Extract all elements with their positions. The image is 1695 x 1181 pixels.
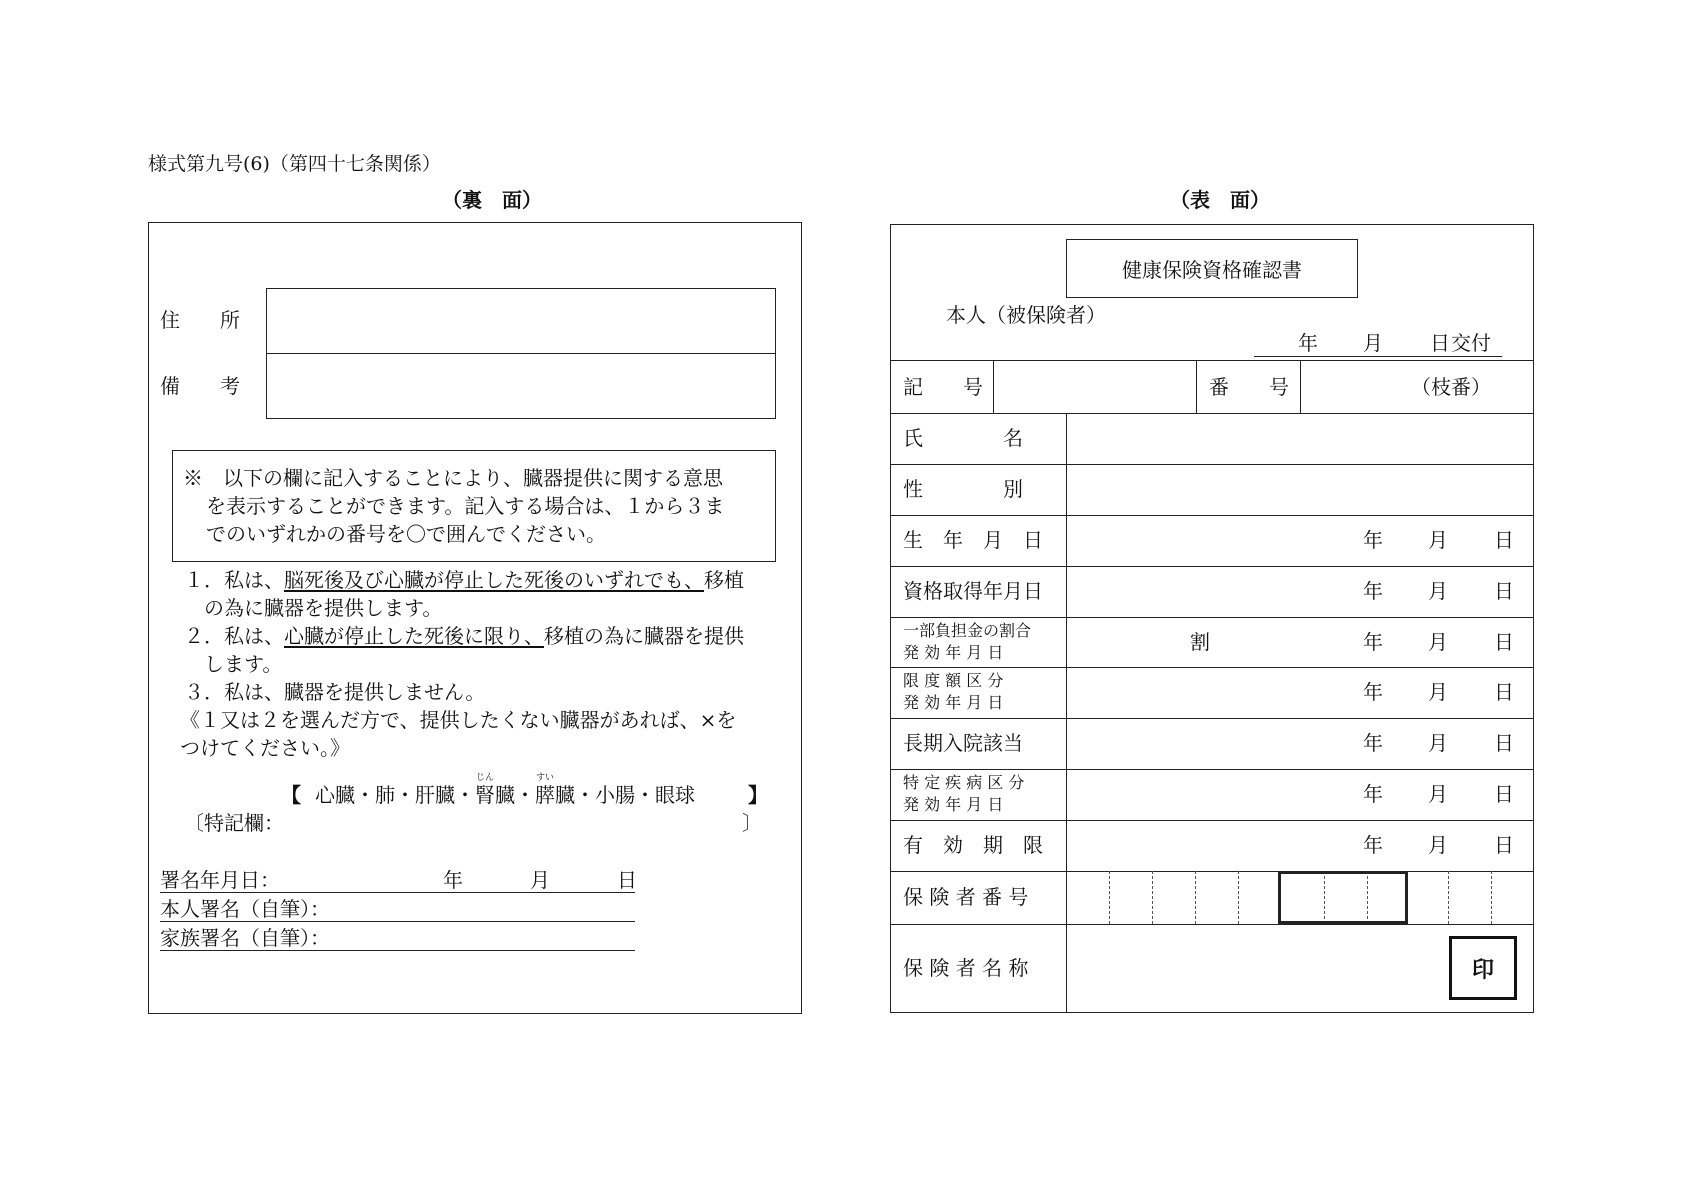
row-divider [890, 617, 1534, 618]
row-divider [890, 667, 1534, 668]
year-mark: 年 [1363, 528, 1383, 552]
person-label: 本人（被保険者） [946, 303, 1106, 327]
special-note-field[interactable] [290, 808, 738, 836]
year-mark: 年 [1363, 630, 1383, 654]
option-3[interactable]: ３．私は、臓器を提供しません。 [184, 680, 486, 704]
copay-ratio-unit: 割 [1190, 630, 1210, 654]
issue-day: 日 [1430, 331, 1450, 355]
month-mark: 月 [1428, 680, 1448, 704]
address-field[interactable] [268, 290, 774, 352]
signature-date-month: 月 [530, 868, 550, 892]
sex-field[interactable] [1069, 466, 1531, 514]
month-mark: 月 [1428, 833, 1448, 857]
day-mark: 日 [1494, 782, 1514, 806]
sex-label: 性 別 [903, 477, 1023, 501]
day-mark: 日 [1494, 579, 1514, 603]
insurer-name-label: 保 険 者 名 称 [903, 956, 1029, 980]
row-divider [890, 718, 1534, 719]
option-2-line-2: します。 [204, 652, 283, 676]
row-divider [890, 464, 1534, 465]
self-signature-label: 本人署名（自筆）： [160, 897, 330, 921]
row-divider [890, 360, 1534, 361]
pancreas-ruby: すい [535, 773, 554, 783]
issue-month: 月 [1363, 331, 1383, 355]
note-line-1: 《１又は２を選んだ方で、提供したくない臓器があれば、×を [180, 708, 737, 732]
year-mark: 年 [1363, 680, 1383, 704]
col-divider [993, 360, 994, 413]
year-mark: 年 [1363, 782, 1383, 806]
signature-date-line [160, 892, 635, 893]
birth-date-label: 生 年 月 日 [903, 528, 1043, 552]
kidney-char [475, 773, 495, 807]
insurer-number-field[interactable] [1069, 873, 1531, 923]
insurer-number-label: 保 険 者 番 号 [903, 885, 1029, 909]
row-divider [890, 820, 1534, 821]
kidney-kanji: 腎 [475, 783, 495, 807]
specific-disease-effective-label: 発 効 年 月 日 [903, 795, 1004, 814]
branch-label: （枝番） [1411, 375, 1491, 399]
copay-effective-label: 発 効 年 月 日 [903, 643, 1004, 662]
kidney-ruby: じん [475, 773, 494, 783]
month-mark: 月 [1428, 731, 1448, 755]
special-note-label: 〔特記欄： [184, 811, 284, 835]
option-1-suffix: 移植 [704, 568, 744, 592]
specific-disease-label: 特 定 疾 病 区 分 [903, 773, 1025, 792]
notice-line-3: でのいずれかの番号を〇で囲んでください。 [206, 522, 606, 546]
organs-bracket-open: 【 [281, 783, 301, 807]
remarks-label: 備 考 [160, 374, 240, 398]
limit-category-label: 限 度 額 区 分 [903, 671, 1004, 690]
option-2[interactable] [184, 626, 744, 646]
issue-year: 年 [1298, 331, 1318, 355]
signature-date-year: 年 [443, 868, 463, 892]
year-mark: 年 [1363, 731, 1383, 755]
family-signature-line[interactable] [160, 950, 635, 951]
option-1-underlined: 脳死後及び心臓が停止した死後のいずれでも、 [284, 568, 704, 592]
row-divider [890, 769, 1534, 770]
day-mark: 日 [1494, 731, 1514, 755]
year-mark: 年 [1363, 833, 1383, 857]
notice-line-2: を表示することができます。記入する場合は、１から３ま [206, 494, 725, 518]
month-mark: 月 [1428, 630, 1448, 654]
row-divider [890, 566, 1534, 567]
special-note-close: 〕 [742, 811, 762, 835]
signature-date-label: 署名年月日： [160, 868, 280, 892]
pancreas-char [535, 773, 555, 807]
validity-label: 有 効 期 限 [903, 833, 1043, 857]
name-label: 氏 名 [903, 426, 1023, 450]
pancreas-kanji: 膵 [535, 783, 555, 807]
number-label: 番 号 [1209, 375, 1289, 399]
option-1[interactable] [184, 570, 744, 590]
year-mark: 年 [1363, 579, 1383, 603]
organs-after: 臓・小腸・眼球 [555, 783, 695, 807]
self-signature-line[interactable] [160, 921, 635, 922]
row-divider [890, 924, 1534, 925]
title-box [1066, 239, 1358, 298]
form-number: 様式第九号(6)（第四十七条関係） [148, 153, 441, 175]
day-mark: 日 [1494, 630, 1514, 654]
name-field[interactable] [1069, 415, 1531, 463]
month-mark: 月 [1428, 782, 1448, 806]
option-2-suffix: 移植の為に臓器を提供 [544, 624, 744, 648]
remarks-field[interactable] [268, 355, 774, 417]
organ-list[interactable] [315, 773, 695, 807]
label-column-divider [1066, 413, 1067, 1013]
day-mark: 日 [1494, 528, 1514, 552]
long-term-hospitalization-label: 長期入院該当 [903, 731, 1023, 755]
row-divider [890, 413, 1534, 414]
organs-mid: 臓・ [495, 783, 535, 807]
qualification-date-label: 資格取得年月日 [903, 579, 1043, 603]
card-title: 健康保険資格確認書 [1122, 258, 1302, 282]
address-label: 住 所 [160, 308, 240, 332]
signature-date-day: 日 [617, 868, 637, 892]
insurer-name-field[interactable] [1069, 926, 1439, 1010]
note-line-2: つけてください。》 [180, 736, 350, 760]
front-heading: （表 面） [1170, 188, 1270, 212]
seal-stamp: 印 [1449, 936, 1517, 1000]
symbol-label: 記 号 [903, 375, 983, 399]
back-heading: （裏 面） [442, 188, 542, 212]
copay-ratio-label: 一部負担金の割合 [903, 621, 1032, 640]
option-1-line-2: の為に臓器を提供します。 [204, 596, 443, 620]
month-mark: 月 [1428, 579, 1448, 603]
col-divider [1300, 360, 1301, 413]
symbol-field[interactable] [996, 362, 1194, 412]
notice-line-1: ※ 以下の欄に記入することにより、臓器提供に関する意思 [183, 466, 723, 490]
limit-effective-label: 発 効 年 月 日 [903, 693, 1004, 712]
day-mark: 日 [1494, 680, 1514, 704]
organs-before: 心臓・肺・肝臓・ [315, 783, 475, 807]
row-divider [890, 515, 1534, 516]
address-remarks-divider [266, 353, 776, 354]
issue-label: 交付 [1451, 331, 1491, 355]
col-divider [1196, 360, 1197, 413]
month-mark: 月 [1428, 528, 1448, 552]
organs-bracket-close: 】 [748, 783, 768, 807]
option-2-underlined: 心臓が停止した死後に限り、 [284, 624, 544, 648]
issue-date-underline [1254, 356, 1502, 357]
family-signature-label: 家族署名（自筆）： [160, 926, 330, 950]
option-1-prefix: １．私は、 [184, 568, 284, 592]
option-2-prefix: ２．私は、 [184, 624, 284, 648]
day-mark: 日 [1494, 833, 1514, 857]
row-divider [890, 871, 1534, 872]
